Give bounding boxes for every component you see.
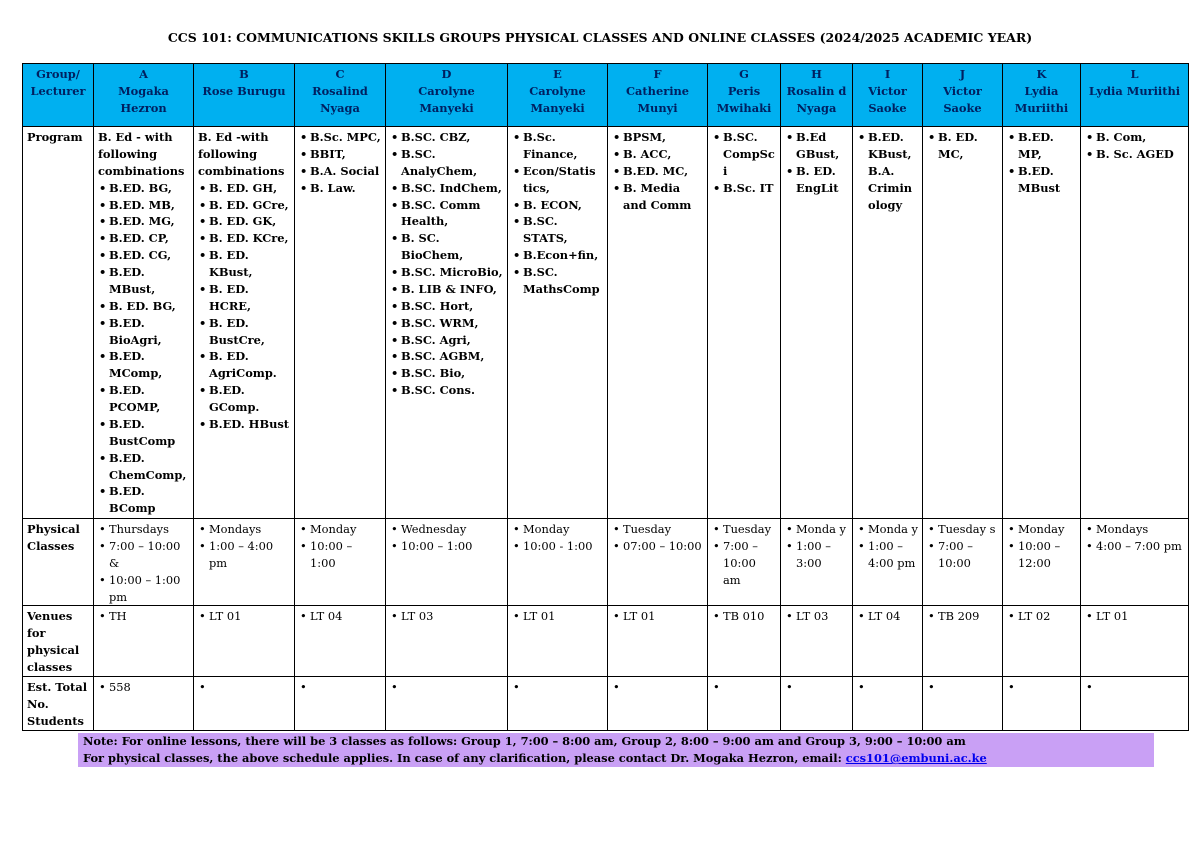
program-item: • B.SC. AGBM, [401,348,503,365]
program-list [927,129,998,163]
physical-item: • 10:00 - 1:00 [523,538,603,555]
group-letter: L [1130,67,1139,81]
group-header-b [194,64,295,127]
program-item: • B.SC. Cons. [401,382,503,399]
program-cell [295,127,386,519]
lecturer-name: Rose Burugu [202,83,286,98]
program-list [390,129,503,399]
physical-item: • Mondays [1096,521,1184,538]
program-item: • B. ED. GK, [209,213,290,230]
physical-cell [194,519,295,606]
group-letter: C [335,67,345,81]
physical-item: • 10:00 – 12:00 [1018,538,1076,572]
physical-cell [853,519,923,606]
lecturer-name: Rosalin d Nyaga [786,83,847,115]
venue-list [1085,608,1184,625]
venue-cell [94,606,194,677]
header-group-lecturer: Group/ Lecturer [23,64,94,127]
physical-item: • 7:00 – 10:00 [938,538,998,572]
physical-list [198,521,290,572]
program-item: • B.Sc. MPC, [310,129,381,146]
venue-cell [1081,606,1189,677]
physical-cell [508,519,608,606]
venue-item: • LT 01 [1096,608,1184,625]
venue-cell [508,606,608,677]
program-item: • B.SC. Bio, [401,365,503,382]
document-title: CCS 101: COMMUNICATIONS SKILLS GROUPS PHYSICAL CLASSES AND ONLINE CLASSES (2024/2025 ACADEMIC YEAR) [167,30,1033,45]
row-label-physical: Physical Classes [23,519,94,606]
group-header-h [781,64,853,127]
venue-item: • TB 010 [723,608,776,625]
venue-cell [295,606,386,677]
program-list [712,129,776,197]
lecturer-name: Rosalind Nyaga [312,83,368,115]
program-item: • B.ED. BioAgri, [109,315,189,349]
group-header-f [608,64,708,127]
program-cell [194,127,295,519]
program-item: • B. ECON, [523,197,603,214]
group-letter: D [441,67,452,81]
program-item: • B.ED. MP, [1018,129,1076,163]
lecturer-name: Catherine Munyi [625,83,690,115]
venue-list [98,608,189,625]
physical-cell [1003,519,1081,606]
program-cell [508,127,608,519]
program-item: • B. ED. KCre, [209,230,290,247]
physical-item: • Tuesday [623,521,703,538]
program-item: • B.ED. MC, [623,163,703,180]
program-list [98,180,189,518]
program-item: • B.ED. PCOMP, [109,382,189,416]
program-list [857,129,918,213]
venue-list [712,608,776,625]
physical-cell [386,519,508,606]
program-item: • B.ED. KBust, B.A. Crimin ology [868,129,918,213]
physical-item: • Monda y [868,521,918,538]
program-item: • B.A. Social [310,163,381,180]
program-item: • B. ED. BG, [109,298,189,315]
program-list [785,129,848,197]
program-list [1007,129,1076,197]
physical-list [1085,521,1184,555]
physical-list [785,521,848,572]
venue-item: • LT 02 [1018,608,1076,625]
program-item: • B.SC. Hort, [401,298,503,315]
program-item: • B.ED. MBust, [109,264,189,298]
program-item: • B. Law. [310,180,381,197]
program-item: • B.SC. IndChem, [401,180,503,197]
program-item: • B. ED. MC, [938,129,998,163]
venue-cell [708,606,781,677]
program-item: • B.ED. HBust [209,416,290,433]
program-list [512,129,603,298]
note-line-2-text: For physical classes, the above schedule applies. In case of any clarification, please contact Dr. Mogaka Hezron, email: [83,751,846,766]
total-cell [1003,676,1081,730]
physical-item: • 1:00 – 4:00 pm [209,538,290,572]
program-item: • B.ED. GComp. [209,382,290,416]
physical-item: • 07:00 – 10:00 [623,538,703,555]
venue-item: • LT 03 [796,608,848,625]
venue-item: • LT 04 [868,608,918,625]
program-item: • B.SC. AnalyChem, [401,146,503,180]
lecturer-name: Lydia Muriithi [1088,83,1181,98]
physical-list [299,521,381,572]
venue-cell [194,606,295,677]
total-cell [608,676,708,730]
physical-item: • Monday [1018,521,1076,538]
physical-item: • 10:00 – 1:00 [310,538,381,572]
program-item: • B.SC. MathsComp [523,264,603,298]
program-cell [94,127,194,519]
physical-list [612,521,703,555]
program-item: • B. Com, [1096,129,1184,146]
program-item: • B. Media and Comm [623,180,703,214]
total-cell [923,676,1003,730]
program-item: • B.ED. MB, [109,197,189,214]
program-intro: B. Ed - with following combinations [98,130,185,178]
physical-list [98,521,189,605]
group-letter: J [959,67,966,81]
program-item: • B.ED. MG, [109,213,189,230]
total-cell [386,676,508,730]
venue-item: • LT 01 [523,608,603,625]
physical-item: • 10:00 – 1:00 [401,538,503,555]
physical-item: • Tuesday [723,521,776,538]
physical-item: • Mondays [209,521,290,538]
program-item: • B. ED. BustCre, [209,315,290,349]
physical-list [927,521,998,572]
total-list [98,679,189,696]
row-label-venues: Venues for physical classes [23,606,94,677]
program-item: • B.SC. Comm Health, [401,197,503,231]
total-cell [853,676,923,730]
program-item: • B.ED. BG, [109,180,189,197]
physical-list [1007,521,1076,572]
program-cell [708,127,781,519]
program-item: • B. Sc. AGED [1096,146,1184,163]
program-item: • B.Sc. Finance, [523,129,603,163]
physical-cell [1081,519,1189,606]
group-letter: K [1036,67,1047,81]
total-cell [295,676,386,730]
group-header-l [1081,64,1189,127]
program-item: • B.Sc. IT [723,180,776,197]
totals-row [23,676,1189,730]
program-item: • B.SC. Agri, [401,332,503,349]
venue-list [857,608,918,625]
note-box [78,733,1154,767]
total-cell [1081,676,1189,730]
physical-cell [923,519,1003,606]
group-header-j [923,64,1003,127]
venue-cell [1003,606,1081,677]
program-item: • B.ED. MBust [1018,163,1076,197]
physical-item: • 4:00 – 7:00 pm [1096,538,1184,555]
physical-item: • Thursdays [109,521,189,538]
physical-item: • 7:00 – 10:00 am [723,538,776,589]
program-item: • B. ED. HCRE, [209,281,290,315]
program-cell [781,127,853,519]
note-line-2 [83,750,1154,767]
program-cell [1081,127,1189,519]
venues-row [23,606,1189,677]
total-cell [194,676,295,730]
program-row [23,127,1189,519]
venue-cell [608,606,708,677]
program-item: • B. ED. GH, [209,180,290,197]
program-list [1085,129,1184,163]
physical-classes-row [23,519,1189,606]
group-letter: B [239,67,249,81]
program-item: • BBIT, [310,146,381,163]
program-item: • B. SC. BioChem, [401,230,503,264]
program-cell [386,127,508,519]
venue-cell [781,606,853,677]
lecturer-name: Mogaka Hezron [118,83,169,115]
venue-list [512,608,603,625]
venue-item: • LT 03 [401,608,503,625]
venue-list [612,608,703,625]
total-cell [708,676,781,730]
physical-item: • Tuesday s [938,521,998,538]
row-label-total: Est. Total No. Students [23,676,94,730]
program-cell [853,127,923,519]
program-item: • B. ED. KBust, [209,247,290,281]
program-item: • B.SC. CBZ, [401,129,503,146]
physical-item: • 10:00 – 1:00 pm [109,572,189,606]
program-item: • B.ED. MComp, [109,348,189,382]
venue-list [198,608,290,625]
physical-list [857,521,918,572]
group-header-e [508,64,608,127]
group-letter: E [553,67,562,81]
venue-item: • TB 209 [938,608,998,625]
program-item: • BPSM, [623,129,703,146]
program-intro: B. Ed -with following combinations [198,130,285,178]
group-letter: H [811,67,822,81]
program-item: • B. ED. EngLit [796,163,848,197]
total-cell [781,676,853,730]
program-item: • B.SC. WRM, [401,315,503,332]
physical-list [390,521,503,555]
program-item: • B.SC. MicroBio, [401,264,503,281]
note-line-1: Note: For online lessons, there will be 3 classes as follows: Group 1, 7:00 – 8:00 am, Group 2, 8:00 – 9:00 am and Group 3, 9:00 – 10:00 am [83,734,966,748]
program-item: • B.SC. STATS, [523,213,603,247]
venue-list [927,608,998,625]
physical-item: • Monday [310,521,381,538]
venue-item: • LT 04 [310,608,381,625]
physical-item: • Monday [523,521,603,538]
group-header-k [1003,64,1081,127]
venue-cell [923,606,1003,677]
program-item: • B. ACC, [623,146,703,163]
group-header-i [853,64,923,127]
program-item: • B.Econ+fin, [523,247,603,264]
lecturer-name: Carolyne Manyeki [418,83,475,115]
physical-cell [295,519,386,606]
program-cell [1003,127,1081,519]
program-item: • B.ED. BustComp [109,416,189,450]
total-cell [94,676,194,730]
venue-item: • LT 01 [209,608,290,625]
program-item: • B.ED. CG, [109,247,189,264]
venue-list [390,608,503,625]
physical-cell [781,519,853,606]
group-header-g [708,64,781,127]
row-label-program: Program [23,127,94,519]
physical-list [712,521,776,589]
physical-item: • 7:00 – 10:00 & [109,538,189,572]
lecturer-name: Lydia Muriithi [1014,83,1069,115]
venue-list [1007,608,1076,625]
program-item: • B. ED. GCre, [209,197,290,214]
lecturer-name: Victor Saoke [943,83,982,115]
physical-item: • Monda y [796,521,848,538]
program-item: • B. ED. AgriComp. [209,348,290,382]
venue-cell [853,606,923,677]
program-list [299,129,381,197]
program-cell [608,127,708,519]
physical-cell [708,519,781,606]
group-letter: F [653,67,662,81]
group-header-c [295,64,386,127]
program-item: • B.Ed GBust, [796,129,848,163]
group-letter: I [884,67,891,81]
group-letter: G [739,67,749,81]
lecturer-name: Peris Mwihaki [716,83,772,115]
group-header-d [386,64,508,127]
total-cell [508,676,608,730]
venue-cell [386,606,508,677]
email-link[interactable]: ccs101@embuni.ac.ke [845,751,987,766]
program-cell [923,127,1003,519]
venue-item: • TH [109,608,189,625]
lecturer-name: Carolyne Manyeki [529,83,586,115]
group-header-a [94,64,194,127]
physical-item: • 1:00 – 3:00 [796,538,848,572]
venue-list [299,608,381,625]
program-item: • B.ED. CP, [109,230,189,247]
program-list [612,129,703,213]
program-item: • B. LIB & INFO, [401,281,503,298]
program-list [198,180,290,433]
program-item: • B.ED. ChemComp, [109,450,189,484]
physical-cell [608,519,708,606]
program-item: • Econ/Statis tics, [523,163,603,197]
venue-item: • LT 01 [623,608,703,625]
physical-cell [94,519,194,606]
schedule-table [22,63,1189,731]
lecturer-name: Victor Saoke [868,83,907,115]
physical-item: • 1:00 – 4:00 pm [868,538,918,572]
header-row [23,64,1189,127]
physical-list [512,521,603,555]
venue-list [785,608,848,625]
total-item: • 558 [109,679,189,696]
physical-item: • Wednesday [401,521,503,538]
group-letter: A [139,67,148,81]
program-item: • B.SC. CompSci [723,129,776,180]
program-item: • B.ED. BComp [109,483,189,517]
